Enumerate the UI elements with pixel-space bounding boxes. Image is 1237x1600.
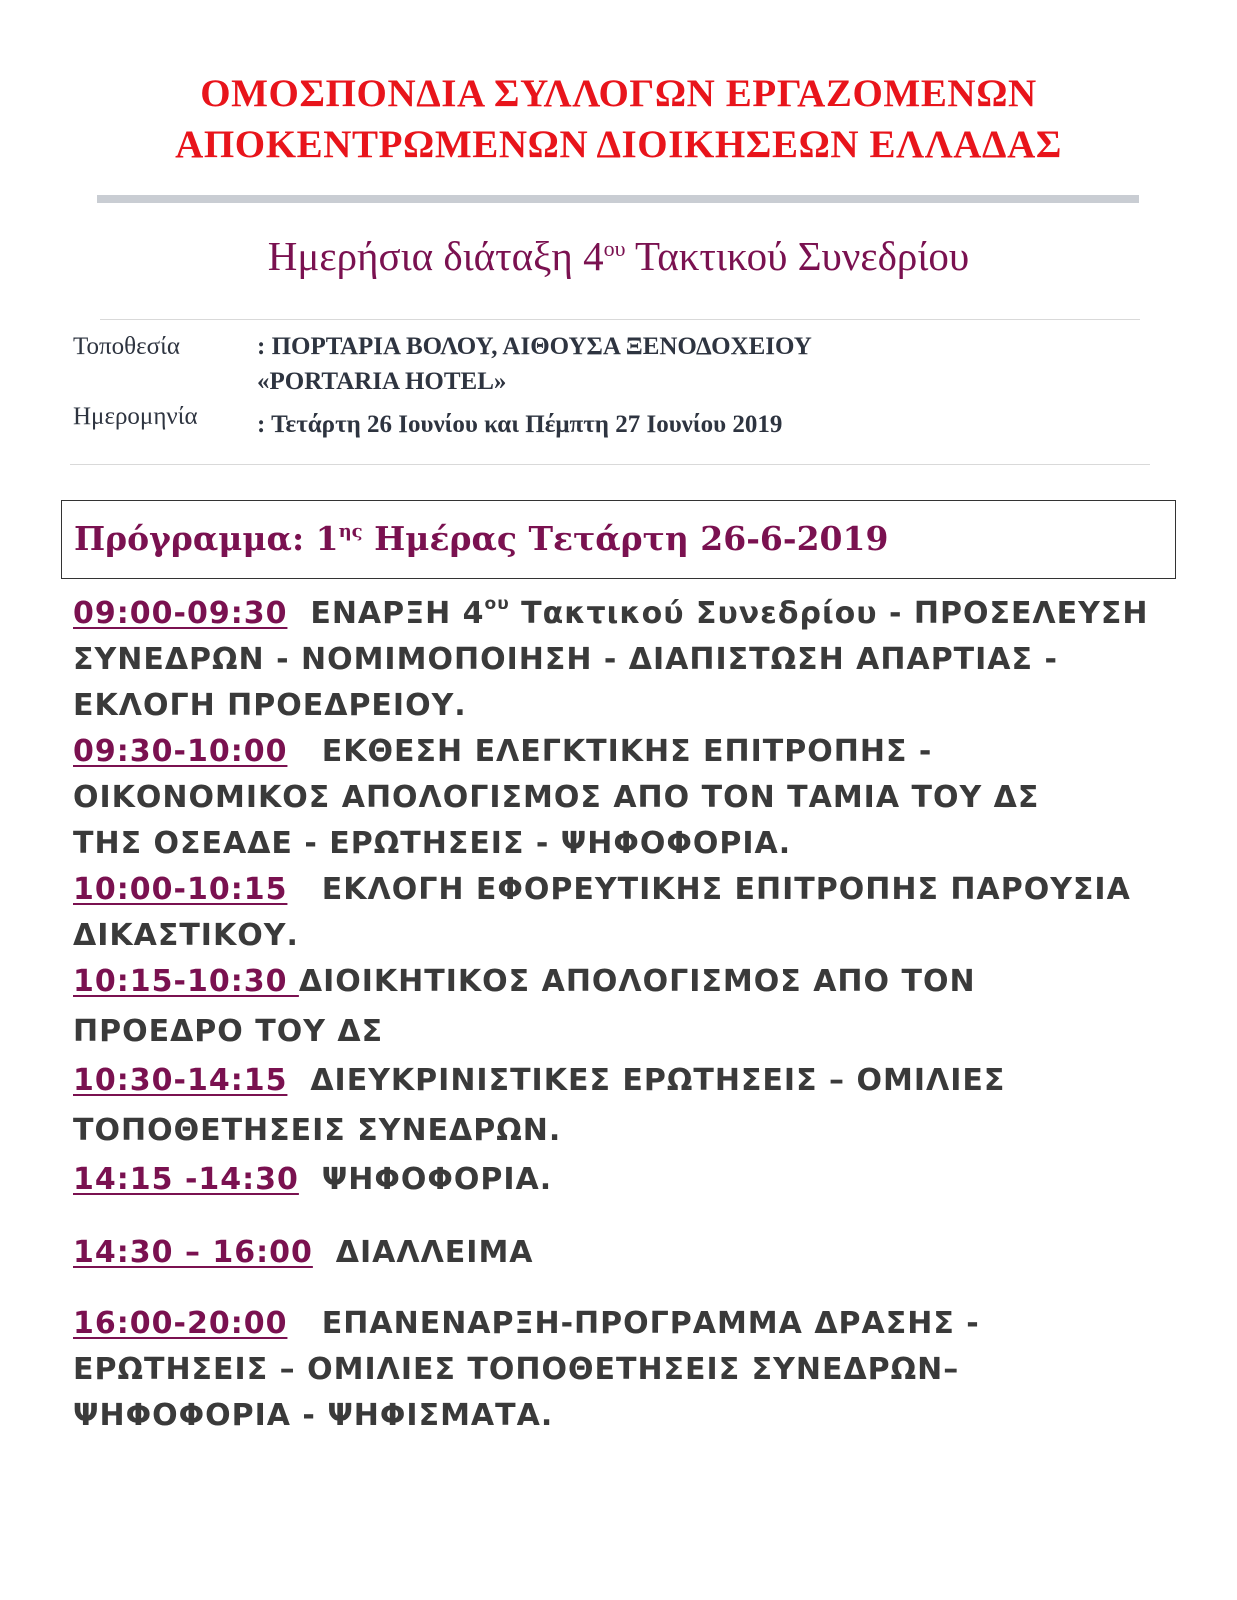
agenda-time: 09:00-09:30 <box>73 596 288 631</box>
organization-name-line1: ΟΜΟΣΠΟΝΔΙΑ ΣΥΛΛΟΓΩΝ ΕΡΓΑΖΟΜΕΝΩΝ <box>200 72 1037 115</box>
agenda-item-2-line2: ΟΙΚΟΝΟΜΙΚΟΣ ΑΠΟΛΟΓΙΣΜΟΣ ΑΠΟ ΤΟΝ ΤΑΜΙΑ ΤΟΥ ΔΣ <box>73 780 1040 815</box>
location-value-line2: «PORTARIA HOTEL» <box>257 368 507 395</box>
agenda-item-5-line1: 10:30-14:15 ΔΙΕΥΚΡΙΝΙΣΤΙΚΕΣ ΕΡΩΤΗΣΕΙΣ – ΟΜΙΛΙΕΣ <box>73 1063 1006 1098</box>
agenda-time: 10:15-10:30 <box>73 964 299 999</box>
agenda-item-3-line2: ΔΙΚΑΣΤΙΚΟΥ. <box>73 918 299 953</box>
date-value: : Τετάρτη 26 Ιουνίου και Πέμπτη 27 Ιουνίου 2019 <box>257 411 783 438</box>
location-label: Τοποθεσία <box>73 333 180 360</box>
agenda-item-2-line1: 09:30-10:00 ΕΚΘΕΣΗ ΕΛΕΓΚΤΙΚΗΣ ΕΠΙΤΡΟΠΗΣ - <box>73 734 933 769</box>
program-heading: Πρόγραμμα: $1^{\eta\varsigma}$ Ημέρας Τετάρτη 26-6-2019 <box>74 519 889 558</box>
header-divider <box>97 195 1139 203</box>
agenda-item-8-line3: ΨΗΦΟΦΟΡΙΑ - ΨΗΦΙΣΜΑΤΑ. <box>73 1398 554 1433</box>
agenda-time: 10:30-14:15 <box>73 1063 288 1098</box>
agenda-time: 14:15 -14:30 <box>73 1162 299 1197</box>
agenda-time: 10:00-10:15 <box>73 872 288 907</box>
location-value-line1: : ΠΟΡΤΑΡΙΑ ΒΟΛΟΥ, ΑΙΘΟΥΣΑ ΞΕΝΟΔΟΧΕΙΟΥ <box>257 333 812 360</box>
title-divider <box>100 319 1140 320</box>
agenda-item-8-line2: ΕΡΩΤΗΣΕΙΣ – ΟΜΙΛΙΕΣ ΤΟΠΟΘΕΤΗΣΕΙΣ ΣΥΝΕΔΡΩΝ– <box>73 1352 960 1387</box>
organization-name-line2: ΑΠΟΚΕΝΤΡΩΜΕΝΩΝ ΔΙΟΙΚΗΣΕΩΝ ΕΛΛΑΔΑΣ <box>175 123 1062 166</box>
agenda-item-2-line3: ΤΗΣ ΟΣΕΑΔΕ - ΕΡΩΤΗΣΕΙΣ - ΨΗΦΟΦΟΡΙΑ. <box>73 826 792 861</box>
agenda-item-7: 14:30 – 16:00 ΔΙΑΛΛΕΙΜΑ <box>73 1235 534 1270</box>
agenda-item-1-line3: ΕΚΛΟΓΗ ΠΡΟΕΔΡΕΙΟΥ. <box>73 688 467 723</box>
agenda-item-6: 14:15 -14:30 ΨΗΦΟΦΟΡΙΑ. <box>73 1162 553 1197</box>
date-label: Ημερομηνία <box>73 403 198 430</box>
agenda-item-1-line2: ΣΥΝΕΔΡΩΝ - ΝΟΜΙΜΟΠΟΙΗΣΗ - ΔΙΑΠΙΣΤΩΣΗ ΑΠΑΡΤΙΑΣ - <box>73 642 1058 677</box>
agenda-time: 16:00-20:00 <box>73 1306 288 1341</box>
agenda-item-8-line1: 16:00-20:00 ΕΠΑΝΕΝΑΡΞΗ-ΠΡΟΓΡΑΜΜΑ ΔΡΑΣΗΣ - <box>73 1306 980 1341</box>
document-title: Ημερήσια διάταξη $4^{o\upsilon}$ Τακτικού Συνεδρίου <box>267 233 970 279</box>
agenda-item-4-line1: 10:15-10:30 ΔΙΟΙΚΗΤΙΚΟΣ ΑΠΟΛΟΓΙΣΜΟΣ ΑΠΟ ΤΟΝ <box>73 964 976 999</box>
agenda-item-5-line2: ΤΟΠΟΘΕΤΗΣΕΙΣ ΣΥΝΕΔΡΩΝ. <box>73 1113 562 1148</box>
agenda-time: 14:30 – 16:00 <box>73 1235 313 1270</box>
agenda-item-3-line1: 10:00-10:15 ΕΚΛΟΓΗ ΕΦΟΡΕΥΤΙΚΗΣ ΕΠΙΤΡΟΠΗΣ ΠΑΡΟΥΣΙΑ <box>73 872 1131 907</box>
agenda-item-4-line2: ΠΡΟΕΔΡΟ ΤΟΥ ΔΣ <box>73 1014 384 1049</box>
meta-divider <box>70 464 1150 465</box>
agenda-time: 09:30-10:00 <box>73 734 288 769</box>
program-heading-box <box>61 500 1176 579</box>
agenda-item-1-line1: 09:00-09:30 ΕΝΑΡΞΗ $4^{o\upsilon}$ Τακτικού Συνεδρίου - ΠΡΟΣΕΛΕΥΣΗ <box>73 594 1149 631</box>
